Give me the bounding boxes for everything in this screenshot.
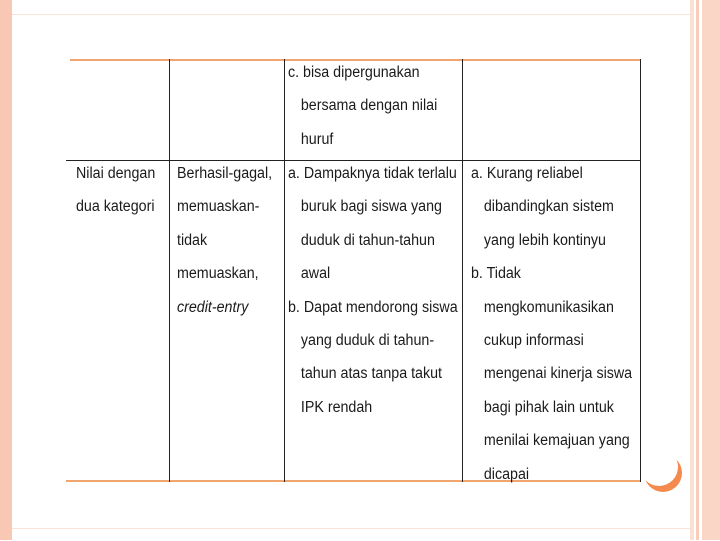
cell-line: memuaskan- <box>177 198 260 216</box>
cell-line: duduk di tahun-tahun <box>300 231 435 249</box>
slide-frame-left <box>0 0 12 540</box>
cell-line: awal <box>300 265 331 283</box>
cell-line: mengkomunikasikan <box>483 298 614 316</box>
comparison-table <box>66 59 641 485</box>
cell-line: a. Dampaknya tidak terlalu <box>288 165 457 182</box>
cell-line: buruk bagi siswa yang <box>300 198 442 216</box>
cell-line: menilai kemajuan yang <box>483 432 630 450</box>
column-divider-3 <box>462 59 463 482</box>
cell-line: bersama dengan nilai <box>300 97 438 115</box>
cell-line: dua kategori <box>76 198 155 216</box>
cell-line: tahun atas tanpa takut <box>300 365 443 383</box>
cell-line: bagi pihak lain untuk <box>483 398 614 416</box>
cell-line: Berhasil-gagal, <box>177 165 273 182</box>
cell-line: cukup informasi <box>483 331 584 349</box>
cell-line: tidak <box>177 231 208 249</box>
slide-frame-top <box>12 0 690 15</box>
cell-line: memuaskan, <box>177 265 259 283</box>
table-cell-col2 <box>177 157 272 324</box>
column-divider-2 <box>284 59 285 482</box>
cell-line: c. bisa dipergunakan <box>288 64 420 81</box>
table-cell-col3 <box>288 157 458 424</box>
cell-line: a. Kurang reliabel <box>471 165 583 182</box>
cell-line: IPK rendah <box>300 398 373 416</box>
cell-line: huruf <box>300 130 334 148</box>
cell-line: yang duduk di tahun- <box>300 331 435 349</box>
cell-line: yang lebih kontinyu <box>483 231 606 249</box>
cell-line: b. Tidak <box>471 265 521 283</box>
table-cell-col4 <box>471 157 632 491</box>
cell-line: b. Dapat mendorong siswa <box>288 298 458 316</box>
slide-frame-bottom <box>12 528 690 541</box>
cell-line: dicapai <box>483 465 530 483</box>
table-right-border <box>640 59 641 482</box>
table-cell-top-col3 <box>288 56 437 156</box>
column-divider-1 <box>169 59 170 482</box>
table-cell-col1 <box>76 157 155 224</box>
cell-line: dibandingkan sistem <box>483 198 614 216</box>
decorative-circle-cutout <box>640 448 678 486</box>
cell-line: mengenai kinerja siswa <box>483 365 633 383</box>
cell-line-italic: credit-entry <box>177 298 249 316</box>
cell-line: Nilai dengan <box>76 165 156 182</box>
slide-frame-right <box>690 0 720 540</box>
